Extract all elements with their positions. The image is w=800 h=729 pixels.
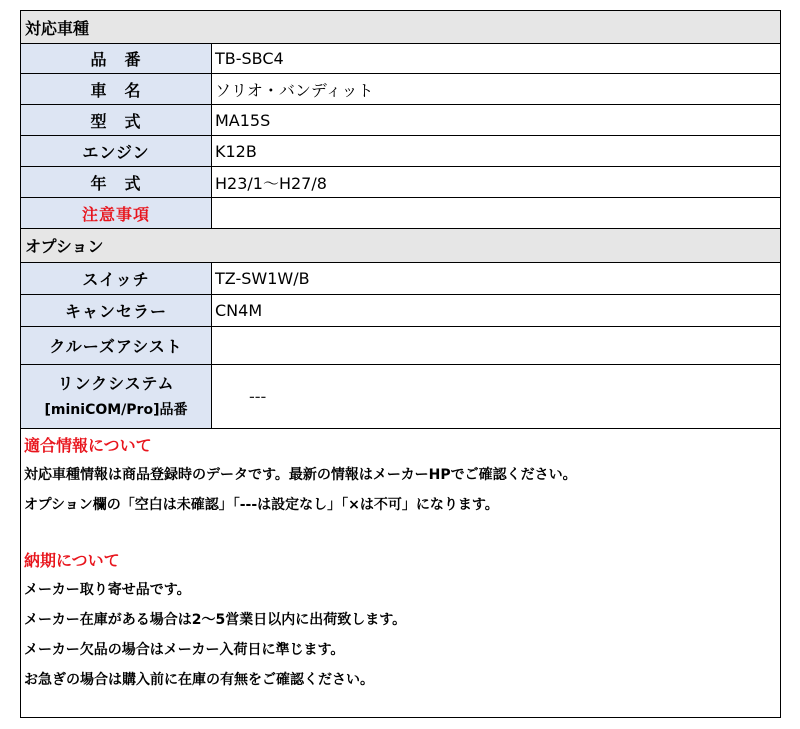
notes-line: メーカー欠品の場合はメーカー入荷日に準じます。 xyxy=(24,642,345,658)
notes-line: 対応車種情報は商品登録時のデータです。最新の情報はメーカーHPでご確認ください。 xyxy=(24,467,577,483)
spec-row-year xyxy=(21,167,780,198)
notes-line: お急ぎの場合は購入前に在庫の有無をご確認ください。 xyxy=(24,672,374,688)
row-value xyxy=(212,327,780,364)
spec-row-engine xyxy=(21,136,780,167)
row-label-line2: [miniCOM/Pro]品番 xyxy=(44,401,188,418)
row-value: H23/1〜H27/8 xyxy=(215,173,327,193)
row-label: 年 式 xyxy=(21,167,212,197)
row-value: TZ-SW1W/B xyxy=(215,269,310,288)
notes-line: メーカー取り寄せ品です。 xyxy=(24,582,191,598)
row-value: CN4M xyxy=(215,301,263,320)
notes-section xyxy=(21,429,780,694)
spec-row-car-name xyxy=(21,74,780,105)
compatibility-table xyxy=(20,10,781,718)
row-label: 品 番 xyxy=(21,44,212,73)
notes-heading-compatibility: 適合情報について xyxy=(24,435,152,455)
section-title: 対応車種 xyxy=(25,18,90,38)
row-value: TB-SBC4 xyxy=(215,49,284,68)
option-row-link-system xyxy=(21,365,780,429)
row-label: クルーズアシスト xyxy=(21,327,212,364)
row-value xyxy=(212,198,780,228)
row-label: 型 式 xyxy=(21,105,212,135)
row-label: エンジン xyxy=(21,136,212,166)
section-header-options xyxy=(21,229,780,263)
row-label-warning: 注意事項 xyxy=(21,198,212,228)
option-row-cruise-assist xyxy=(21,327,780,365)
row-label-line1: リンクシステム xyxy=(57,373,175,393)
spec-row-part-number xyxy=(21,44,780,74)
section-title: オプション xyxy=(25,237,104,256)
notes-line: オプション欄の「空白は未確認」「---は設定なし」「×は不可」になります。 xyxy=(24,497,499,513)
notes-heading-delivery: 納期について xyxy=(24,550,120,570)
row-value: --- xyxy=(249,387,267,406)
row-label: スイッチ xyxy=(21,263,212,294)
spec-row-model xyxy=(21,105,780,136)
row-value: MA15S xyxy=(215,110,271,130)
row-label: キャンセラー xyxy=(21,295,212,326)
spec-row-notes xyxy=(21,198,780,229)
section-header-vehicle xyxy=(21,11,780,44)
row-label xyxy=(21,365,212,428)
option-row-canceller xyxy=(21,295,780,327)
notes-line: メーカー在庫がある場合は2〜5営業日以内に出荷致します。 xyxy=(24,612,407,628)
row-value: K12B xyxy=(215,141,257,161)
row-label: 車 名 xyxy=(21,74,212,104)
option-row-switch xyxy=(21,263,780,295)
row-value: ソリオ・バンディット xyxy=(215,80,374,100)
spacer xyxy=(24,519,780,544)
